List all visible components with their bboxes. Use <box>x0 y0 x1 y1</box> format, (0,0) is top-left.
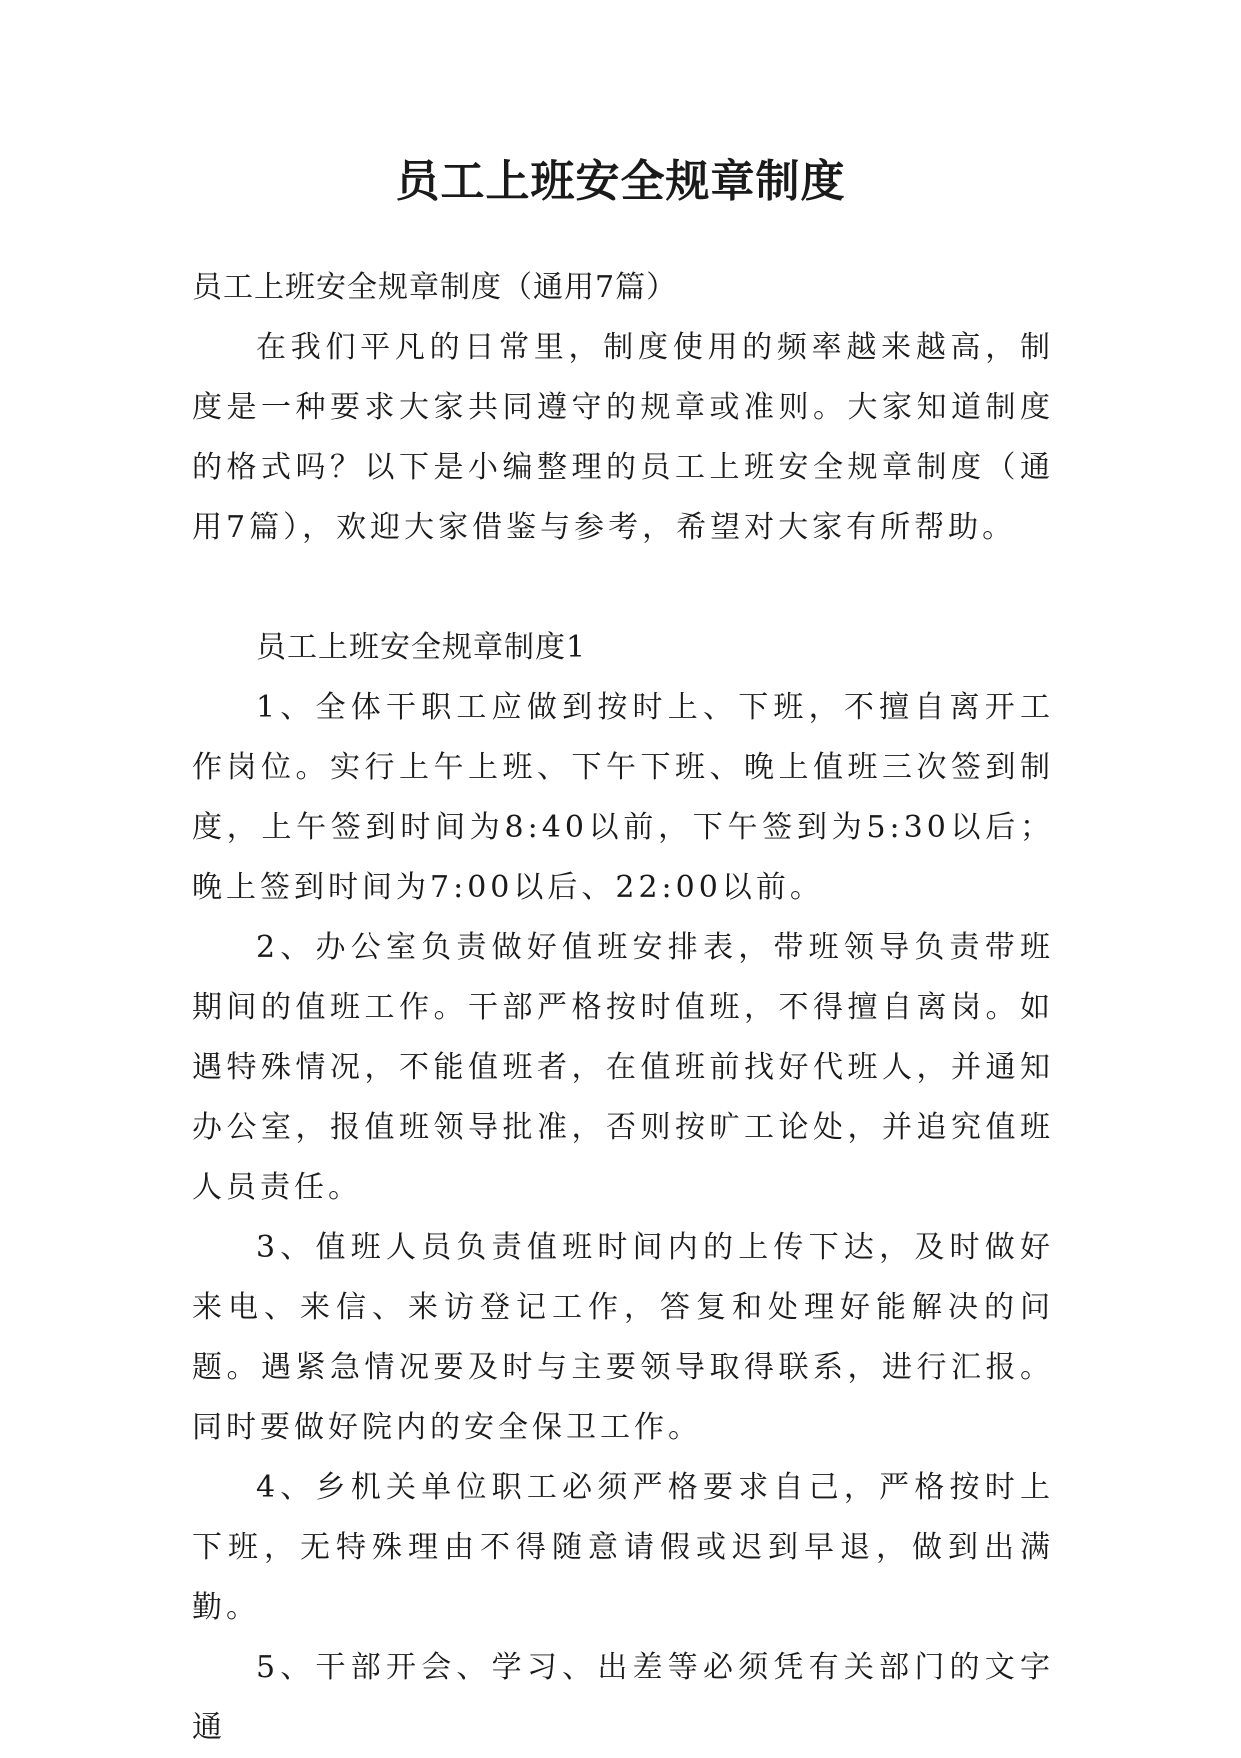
intro-paragraph: 在我们平凡的日常里，制度使用的频率越来越高，制度是一种要求大家共同遵守的规章或准则。大家知道制度的格式吗？以下是小编整理的员工上班安全规章制度（通用7篇），欢迎大家借鉴与参考，希望对大家有所帮助。 <box>192 330 1054 545</box>
document-title: 员工上班安全规章制度 <box>395 156 846 207</box>
rule-item-3: 3、值班人员负责值班时间内的上传下达，及时做好来电、来信、来访登记工作，答复和处理好能解决的问题。遇紧急情况要及时与主要领导取得联系，进行汇报。同时要做好院内的安全保卫工作。 <box>192 1230 1054 1445</box>
document-subtitle: 员工上班安全规章制度（通用7篇） <box>192 270 678 305</box>
rule-item-4: 4、乡机关单位职工必须严格要求自己，严格按时上下班，无特殊理由不得随意请假或迟到早退，做到出满勤。 <box>192 1470 1054 1625</box>
rule-item-1: 1、全体干职工应做到按时上、下班，不擅自离开工作岗位。实行上午上班、下午下班、晚上值班三次签到制度，上午签到时间为8:40以前，下午签到为5:30以后；晚上签到时间为7:00以后、22:00以前。 <box>192 690 1054 905</box>
document-body <box>192 258 1054 1758</box>
rule-item-5: 5、干部开会、学习、出差等必须凭有关部门的文字通 <box>192 1650 1054 1745</box>
rule-item-2: 2、办公室负责做好值班安排表，带班领导负责带班期间的值班工作。干部严格按时值班，不得擅自离岗。如遇特殊情况，不能值班者，在值班前找好代班人，并通知办公室，报值班领导批准，否则按旷工论处，并追究值班人员责任。 <box>192 930 1054 1205</box>
section-title: 员工上班安全规章制度1 <box>256 630 587 665</box>
paragraph-spacer <box>192 558 1054 618</box>
